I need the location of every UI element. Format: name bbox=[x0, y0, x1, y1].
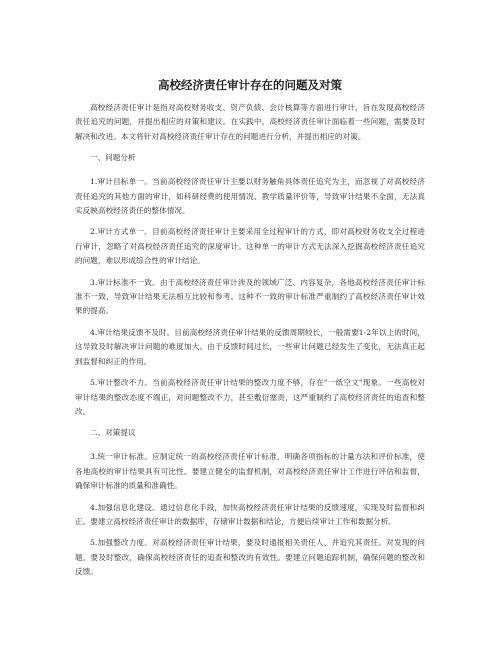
solution-paragraph: 5.加强整改力度。对高校经济责任审计结果，要及时通报相关责任人，并追究其责任。对发现的问题，要及时整改，确保高校经济责任的追查和整改的有效性。要建立问题追踪机制，确保问题的整改和反馈。 bbox=[75, 538, 425, 577]
problem-paragraph: 4.审计结果反馈不及时。目前高校经济责任审计结果的反馈周期较长，一般需要1-2年以上的时间，这导致及时解决审计问题的难度加大。由于反馈时间过长，一些审计问题已经发生了变化，无法真正起到监督和纠正的作用。 bbox=[75, 327, 425, 366]
intro-paragraph: 高校经济责任审计是指对高校财务收支、资产负债、会计核算等方面进行审计，旨在发现高校经济责任追究的问题，并提出相应的对策和建议。在实践中，高校经济责任审计面临着一些问题，需要及时解决和改进。本文将针对高校经济责任审计存在的问题进行分析，并提出相应的对策。 bbox=[75, 103, 425, 141]
document-title: 高校经济责任审计存在的问题及对策 bbox=[158, 78, 342, 92]
document-body bbox=[75, 77, 425, 587]
solution-paragraph: 4.加强信息化建设。通过信息化手段，加快高校经济责任审计结果的反馈速度，实现及时监督和纠正。要建立高校经济责任审计的数据库，存储审计数据和结论，方便后续审计工作和数据分析。 bbox=[75, 502, 425, 526]
section-heading-problems: 一、问题分析 bbox=[90, 153, 136, 163]
problem-paragraph: 2.审计方式单一。目前高校经济责任审计主要采用全过程审计的方式，即对高校财务收支全过程进行审计，忽略了对高校经济责任追究的深度审计。这种单一的审计方式无法深入挖掘高校经济责任追究的问题，难以形成综合性的审计结论。 bbox=[75, 227, 425, 266]
section-heading-solutions: 二、对策提议 bbox=[90, 428, 136, 438]
solution-paragraph: 3.统一审计标准。应制定统一的高校经济责任审计标准，明确各项指标的计量方法和评价标准，使各地高校的审计结果具有可比性。要建立健全的监督机制，对高校经济责任审计工作进行评估和监督，确保审计标准的质量和准确性。 bbox=[75, 452, 425, 491]
problem-paragraph: 3.审计标准不一致。由于高校经济责任审计涉及的领域广泛、内容复杂，各地高校经济责任审计标准不一致，导致审计结果无法相互比较和参考。这种不一致的审计标准严重制约了高校经济责任审计效果的提高。 bbox=[75, 277, 425, 316]
problem-paragraph: 5.审计整改不力。当前高校经济责任审计结果的整改力度不够，存在"一纸空文"现象。一些高校对审计结果的整改态度不端正，对问题整改不力，甚至敷衍塞责，这严重制约了高校经济责任的追查和整改。 bbox=[75, 378, 425, 416]
problem-paragraph: 1.审计目标单一。当前高校经济责任审计主要以财务触角具体责任追究为主，而忽视了对高校经济责任追究的其他方面的审计，如科研经费的使用情况、教学质量评价等，导致审计结果不全面，无法真实反映高校经济责任的整体情况。 bbox=[75, 177, 425, 216]
